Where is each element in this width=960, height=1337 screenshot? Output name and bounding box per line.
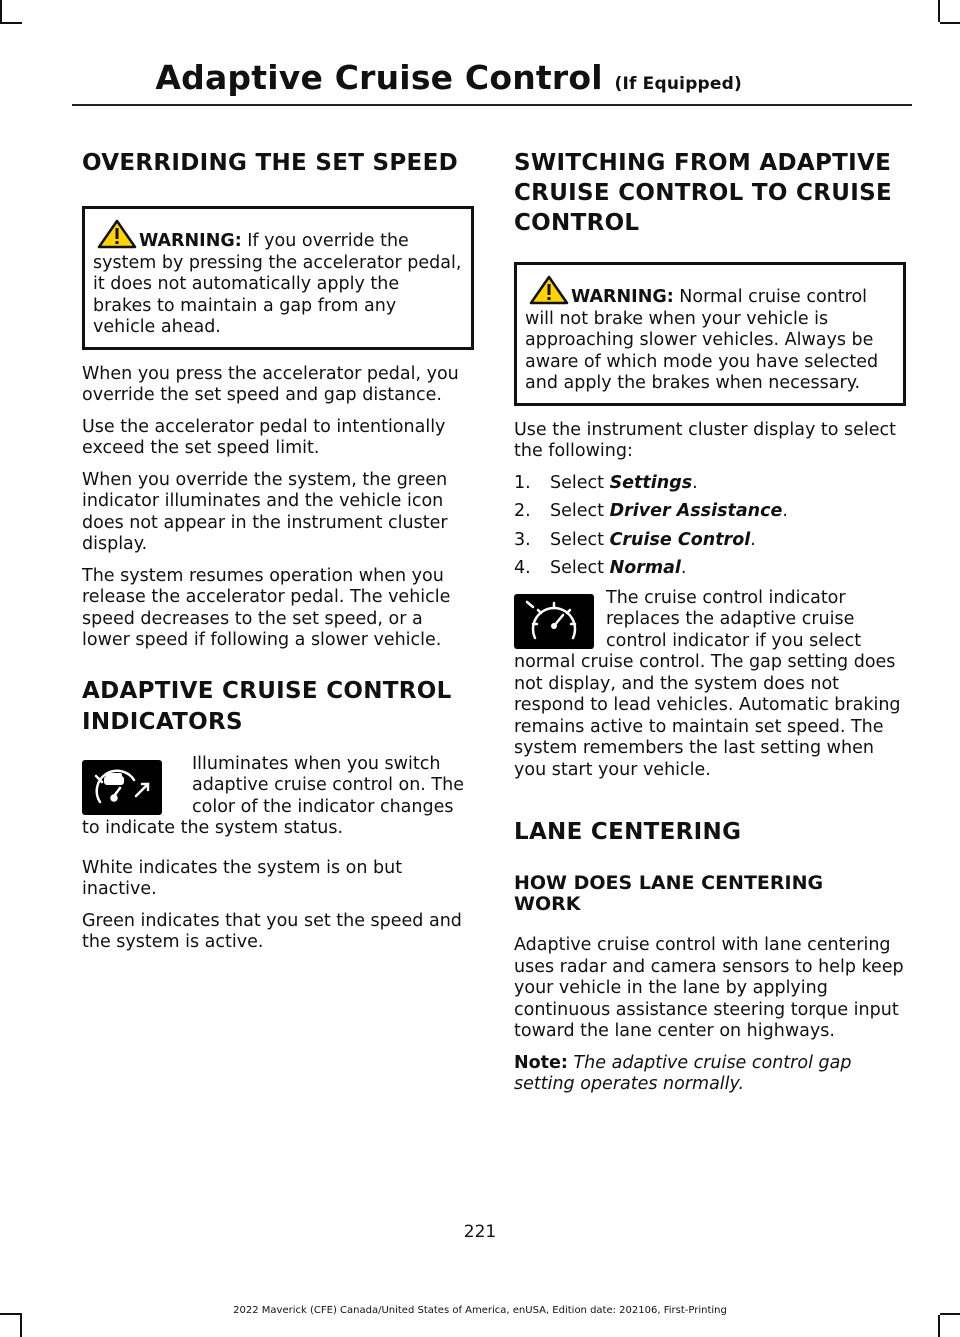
section-title-overriding: OVERRIDING THE SET SPEED bbox=[82, 150, 458, 176]
crop-mark bbox=[940, 22, 960, 24]
section-title-line: SWITCHING FROM ADAPTIVE bbox=[514, 150, 892, 176]
section-title-line: CRUISE CONTROL TO CRUISE bbox=[514, 180, 892, 206]
warning-text: Normal cruise control will not brake when your vehicle is approaching slower vehicles. Always be aware of which mode you have selected and apply the brakes when necessary. bbox=[525, 287, 879, 393]
note bbox=[514, 1053, 906, 1096]
header-subtitle: (If Equipped) bbox=[614, 74, 742, 94]
warning-triangle-icon bbox=[529, 275, 569, 305]
page-header bbox=[155, 58, 742, 97]
paragraph: Use the accelerator pedal to intentionally exceed the set speed limit. bbox=[82, 416, 446, 458]
paragraph: Green indicates that you set the speed and the system is active. bbox=[82, 910, 462, 952]
note-label: Note: bbox=[514, 1052, 568, 1073]
paragraph: When you press the accelerator pedal, you override the set speed and gap distance. bbox=[82, 363, 459, 405]
paragraph: When you override the system, the green indicator illuminates and the vehicle icon does not appear in the instrument cluster display. bbox=[82, 469, 448, 554]
section-title-line: CONTROL bbox=[514, 210, 640, 236]
subsection-title-how-lane-centering-works bbox=[514, 873, 906, 915]
paragraph: Illuminates when you switch adaptive cruise control on. The color of the indicator changes to indicate the system status. bbox=[82, 753, 464, 838]
crop-mark bbox=[938, 1315, 940, 1337]
warning-triangle-icon bbox=[97, 219, 137, 249]
paragraph: White indicates the system is on but inactive. bbox=[82, 857, 403, 899]
page-number: 221 bbox=[463, 1222, 497, 1242]
steps-list bbox=[514, 473, 906, 580]
cruise-control-indicator bbox=[514, 594, 594, 649]
subsection-title-line: WORK bbox=[514, 893, 581, 915]
warning-label: WARNING: bbox=[139, 231, 242, 251]
adaptive-cruise-indicator bbox=[82, 760, 162, 815]
list-item: 4. Select Normal. bbox=[514, 558, 687, 578]
crop-mark bbox=[20, 1315, 22, 1337]
paragraph: The system resumes operation when you release the accelerator pedal. The vehicle speed decreases to the set speed, or a lower speed if following a slower vehicle. bbox=[82, 565, 451, 650]
header-divider bbox=[72, 104, 912, 106]
warning-label: WARNING: bbox=[571, 287, 674, 307]
warning-box-normal-cruise bbox=[514, 262, 906, 406]
warning-text: If you override the system by pressing the accelerator pedal, it does not automatically apply the brakes to maintain a gap from any vehicle ahead. bbox=[93, 231, 462, 337]
section-title-switching bbox=[514, 148, 906, 238]
list-item: 3. Select Cruise Control. bbox=[514, 529, 756, 550]
note-text: The adaptive cruise control gap setting operates normally. bbox=[514, 1052, 852, 1094]
section-title-indicators bbox=[82, 676, 474, 738]
edition-footer: 2022 Maverick (CFE) Canada/United States of America, enUSA, Edition date: 202106, First-Printing bbox=[233, 1305, 727, 1316]
warning-box-override bbox=[82, 206, 474, 350]
list-item: 2. Select Driver Assistance. bbox=[514, 501, 788, 521]
subsection-title-line: HOW DOES LANE CENTERING bbox=[514, 872, 824, 894]
indicator-block bbox=[82, 754, 474, 840]
cruise-indicator-block bbox=[514, 588, 906, 782]
section-title-line: INDICATORS bbox=[82, 708, 243, 735]
left-column bbox=[82, 140, 474, 954]
speedometer-icon bbox=[525, 598, 583, 644]
crop-mark bbox=[0, 22, 22, 24]
header-title: Adaptive Cruise Control bbox=[155, 58, 603, 97]
section-title-line: ADAPTIVE CRUISE CONTROL bbox=[82, 677, 452, 704]
adaptive-cruise-control-icon bbox=[90, 766, 154, 808]
list-item: 1. Select Settings. bbox=[514, 472, 698, 493]
right-column bbox=[514, 140, 906, 1096]
paragraph: Use the instrument cluster display to select the following: bbox=[514, 419, 896, 461]
section-title-lane-centering: LANE CENTERING bbox=[514, 819, 742, 845]
crop-mark bbox=[0, 0, 2, 22]
crop-mark bbox=[938, 0, 940, 22]
paragraph: Adaptive cruise control with lane centering uses radar and camera sensors to help keep your vehicle in the lane by applying continuous assistance steering torque input toward the lane center on highways. bbox=[514, 935, 904, 1041]
paragraph: The cruise control indicator replaces the adaptive cruise control indicator if you select normal cruise control. The gap setting does not display, and the system does not respond to lead vehicles. Automatic braking remains active to maintain set speed. The system remembers the last setting when you start your vehicle. bbox=[514, 587, 901, 780]
